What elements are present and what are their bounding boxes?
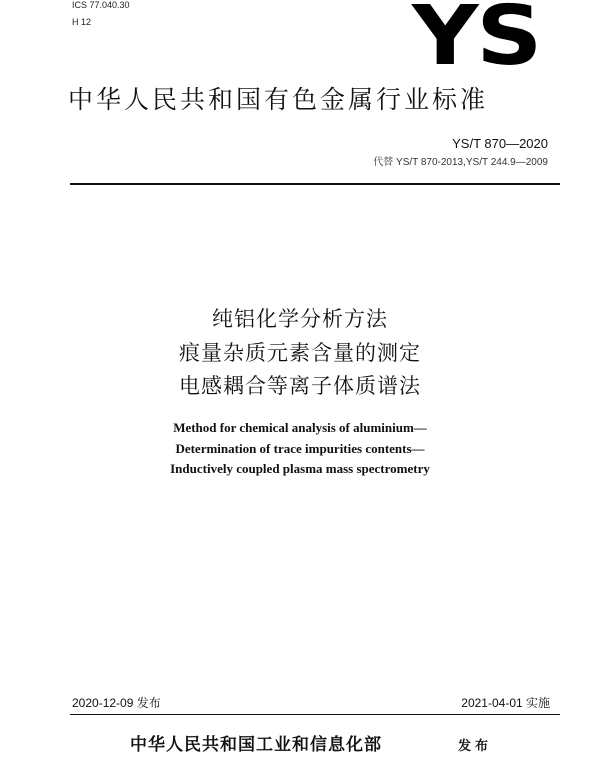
implementation-date: 2021-04-01 实施 — [461, 696, 550, 710]
publish-label: 发布 — [458, 739, 493, 754]
replaces-note: 代替 YS/T 870-2013,YS/T 244.9—2009 — [373, 157, 548, 168]
standard-number: YS/T 870—2020 — [452, 136, 548, 151]
publisher: 中华人民共和国工业和信息化部 — [130, 735, 382, 755]
classification-code: H 12 — [72, 17, 92, 27]
title-en-line-1: Method for chemical analysis of aluminium— — [173, 420, 427, 435]
ys-logo: YS — [412, 0, 541, 84]
header-divider — [70, 183, 560, 185]
title-en-line-3: Inductively coupled plasma mass spectrometry — [170, 461, 430, 476]
industry-standard-heading: 中华人民共和国有色金属行业标准 — [68, 85, 489, 114]
issue-date: 2020-12-09 发布 — [72, 696, 161, 710]
ics-code: ICS 77.040.30 — [72, 0, 130, 10]
title-zh-line-2: 痕量杂质元素含量的测定 — [179, 341, 421, 365]
title-en-line-2: Determination of trace impurities contents— — [175, 441, 425, 456]
title-zh-line-3: 电感耦合等离子体质谱法 — [179, 374, 421, 398]
title-zh-line-1: 纯铝化学分析方法 — [212, 307, 388, 331]
footer-divider — [70, 714, 560, 715]
